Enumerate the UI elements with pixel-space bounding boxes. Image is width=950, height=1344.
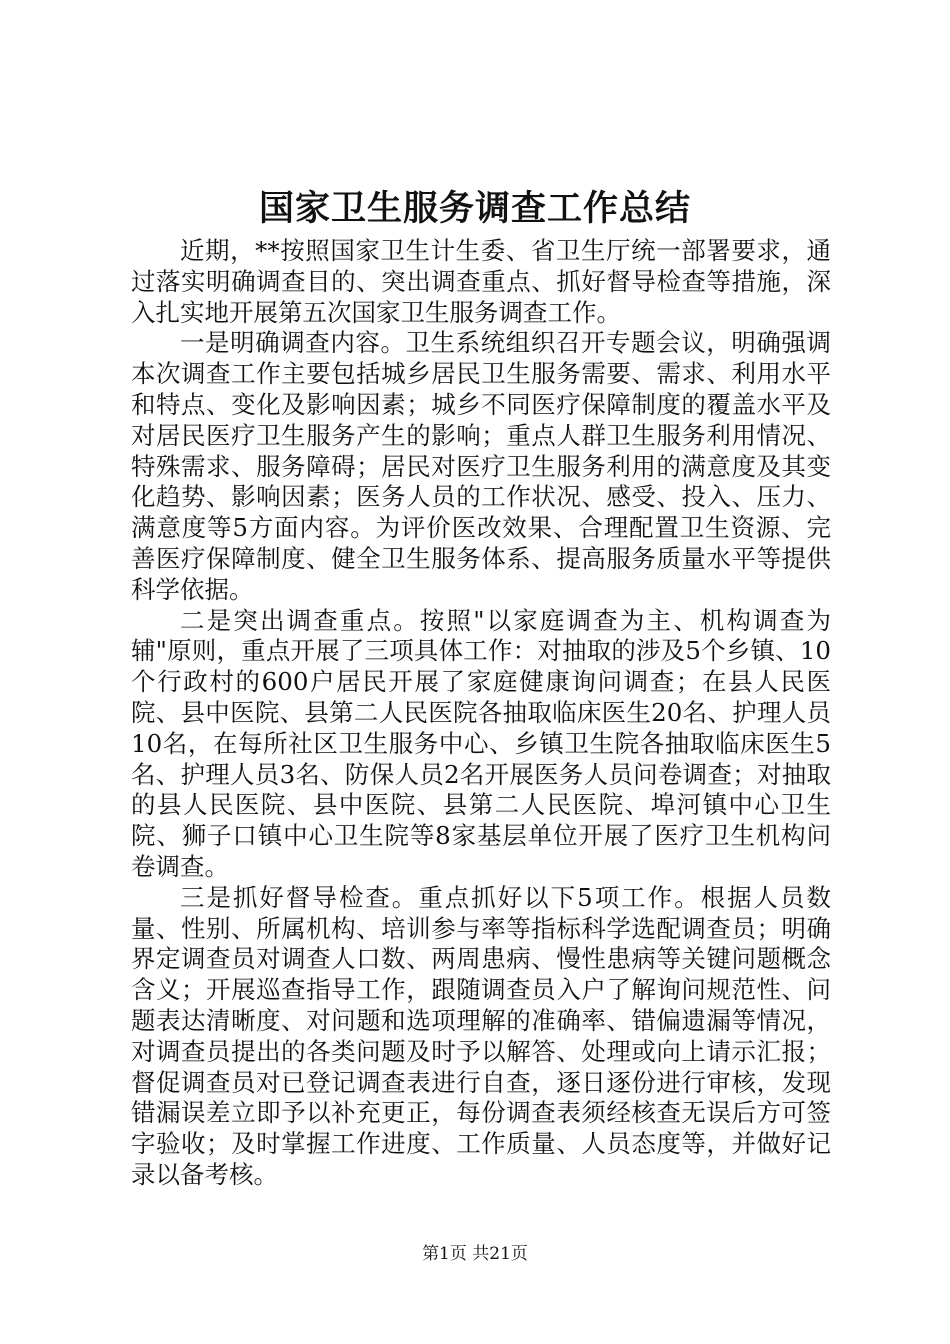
page-number-footer: 第1页 共21页 bbox=[422, 1244, 528, 1264]
paragraph-survey-content: 一是明确调查内容。卫生系统组织召开专题会议，明确强调本次调查工作主要包括城乡居民卫生服务需要、需求、利用水平和特点、变化及影响因素；城乡不同医疗保障制度的覆盖水平及对居民医疗卫生服务产生的影响；重点人群卫生服务利用情况、特殊需求、服务障碍；居民对医疗卫生服务利用的满意度及其变化趋势、影响因素；医务人员的工作状况、感受、投入、压力、满意度等5方面内容。为评价医改效果、合理配置卫生资源、完善医疗保障制度、健全卫生服务体系、提高服务质量水平等提供科学依据。 bbox=[131, 328, 831, 604]
paragraph-intro: 近期，**按照国家卫生计生委、省卫生厅统一部署要求，通过落实明确调查目的、突出调查重点、抓好督导检查等措施，深入扎实地开展第五次国家卫生服务调查工作。 bbox=[131, 236, 831, 327]
document-body bbox=[131, 236, 831, 1191]
document-title: 国家卫生服务调查工作总结 bbox=[258, 188, 691, 229]
paragraph-supervision: 三是抓好督导检查。重点抓好以下5项工作。根据人员数量、性别、所属机构、培训参与率等指标科学选配调查员；明确界定调查员对调查人口数、两周患病、慢性患病等关键问题概念含义；开展巡查指导工作，跟随调查员入户了解询问规范性、问题表达清晰度、对问题和选项理解的准确率、错偏遗漏等情况，对调查员提出的各类问题及时予以解答、处理或向上请示汇报；督促调查员对已登记调查表进行自查，逐日逐份进行审核，发现错漏误差立即予以补充更正，每份调查表须经核查无误后方可签字验收；及时掌握工作进度、工作质量、人员态度等，并做好记录以备考核。 bbox=[131, 882, 831, 1189]
paragraph-survey-focus: 二是突出调查重点。按照"以家庭调查为主、机构调查为辅"原则，重点开展了三项具体工作：对抽取的涉及5个乡镇、10个行政村的600户居民开展了家庭健康询问调查；在县人民医院、县中医院、县第二人民医院各抽取临床医生20名、护理人员10名，在每所社区卫生服务中心、乡镇卫生院各抽取临床医生5名、护理人员3名、防保人员2名开展医务人员问卷调查；对抽取的县人民医院、县中医院、县第二人民医院、埠河镇中心卫生院、狮子口镇中心卫生院等8家基层单位开展了医疗卫生机构问卷调查。 bbox=[131, 605, 831, 881]
